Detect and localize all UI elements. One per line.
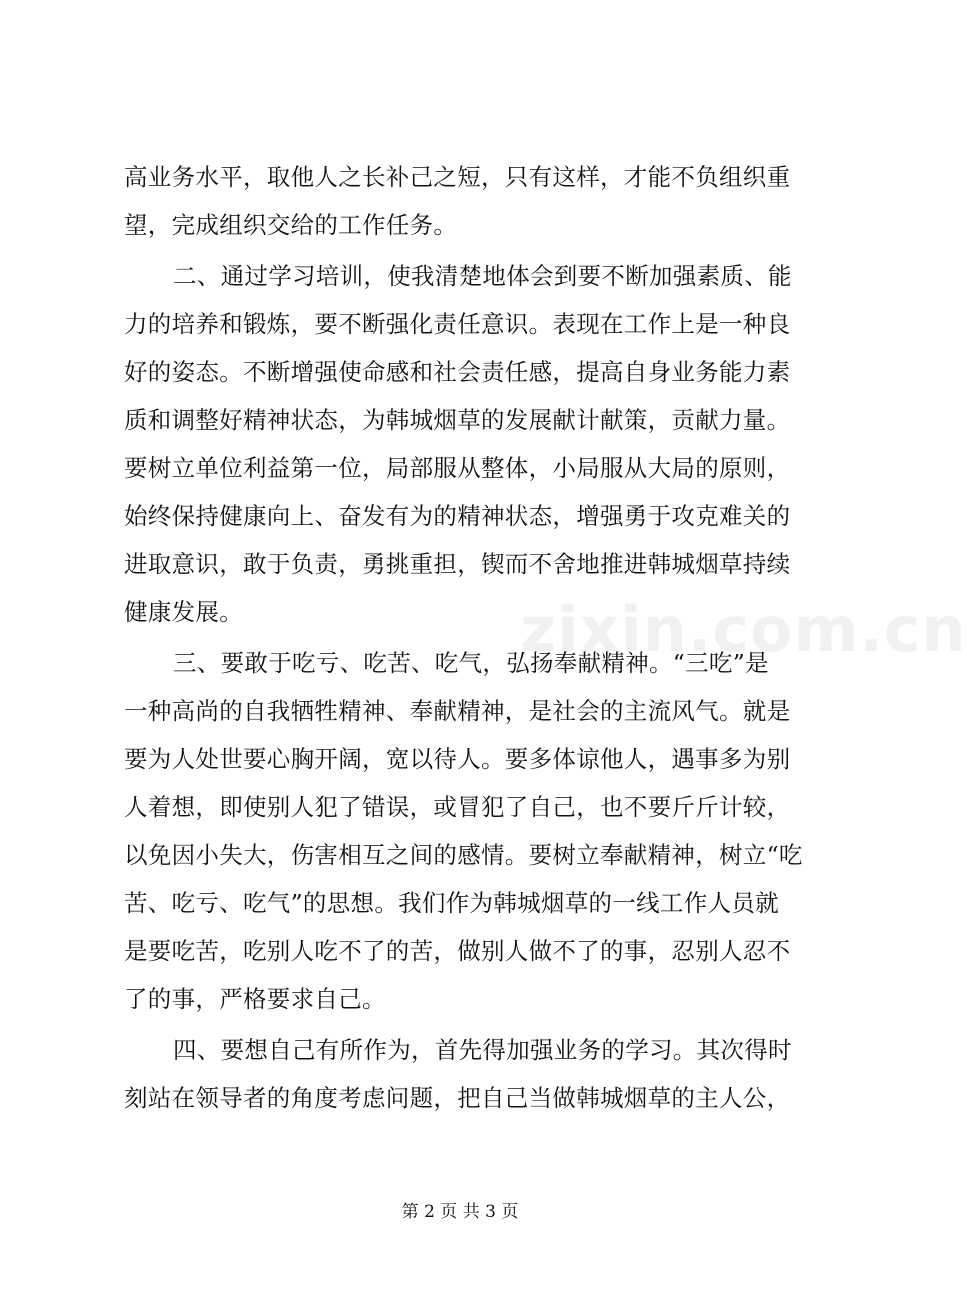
text-line: 一种高尚的自我牺牲精神、奉献精神，是社会的主流风气。就是 — [124, 697, 791, 725]
document-body — [124, 153, 824, 1122]
text-line: 刻站在领导者的角度考虑问题，把自己当做韩城烟草的主人公， — [124, 1084, 791, 1112]
text-line: 二、通过学习培训，使我清楚地体会到要不断加强素质、能 — [173, 262, 792, 290]
text-line: 质和调整好精神状态，为韩城烟草的发展献计献策，贡献力量。 — [124, 406, 791, 434]
text-line: 人着想，即使别人犯了错误，或冒犯了自己，也不要斤斤计较， — [124, 793, 791, 821]
text-line: 望，完成组织交给的工作任务。 — [124, 211, 458, 239]
text-line: 要为人处世要心胸开阔，宽以待人。要多体谅他人，遇事多为别 — [124, 745, 791, 773]
text-line: 三、要敢于吃亏、吃苦、吃气，弘扬奉献精神。“三吃”是 — [173, 649, 769, 677]
text-line: 好的姿态。不断增强使命感和社会责任感，提高自身业务能力素 — [124, 358, 791, 386]
text-line: 始终保持健康向上、奋发有为的精神状态，增强勇于攻克难关的 — [124, 502, 791, 530]
text-line: 进取意识，敢于负责，勇挑重担，锲而不舍地推进韩城烟草持续 — [124, 550, 791, 578]
page-footer: 第 2 页 共 3 页 — [401, 1202, 519, 1222]
text-line: 力的培养和锻炼，要不断强化责任意识。表现在工作上是一种良 — [124, 310, 791, 338]
watermark: zixin.com.cn — [520, 593, 967, 666]
text-line: 高业务水平，取他人之长补己之短，只有这样，才能不负组织重 — [124, 163, 791, 191]
text-line: 苦、吃亏、吃气”的思想。我们作为韩城烟草的一线工作人员就 — [124, 889, 779, 917]
text-line: 要树立单位利益第一位，局部服从整体，小局服从大局的原则， — [124, 454, 791, 482]
text-line: 四、要想自己有所作为，首先得加强业务的学习。其次得时 — [173, 1036, 792, 1064]
text-line: 健康发展。 — [124, 598, 243, 626]
text-line: 以免因小失大，伤害相互之间的感情。要树立奉献精神，树立“吃 — [124, 841, 803, 869]
text-line: 是要吃苦，吃别人吃不了的苦，做别人做不了的事，忍别人忍不 — [124, 937, 791, 965]
text-line: 了的事，严格要求自己。 — [124, 985, 386, 1013]
